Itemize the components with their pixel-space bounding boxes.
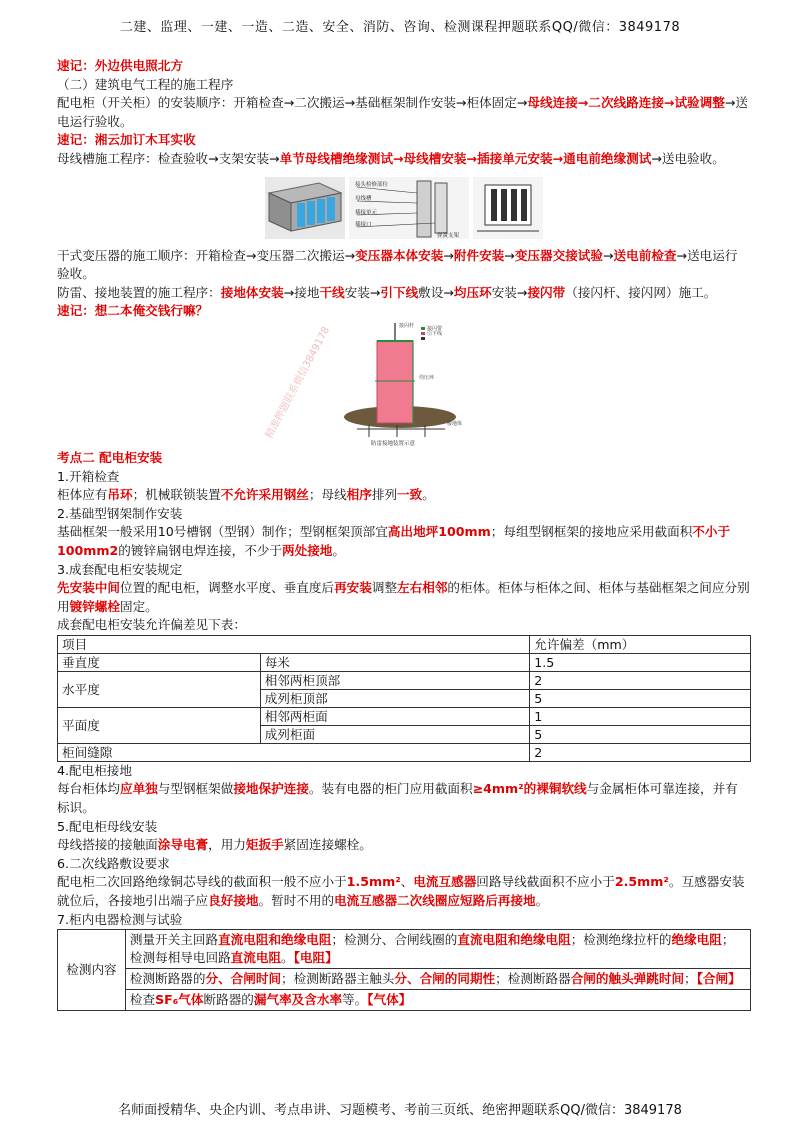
table-row bbox=[58, 930, 751, 969]
step-title: 1.开箱检查 bbox=[57, 468, 120, 484]
step-text: 配电柜二次回路绝缘铜芯导线的截面积一般不应小于1.5mm²、电流互感器回路导线截面积不应小于2.5mm²。互感器安装就位后，各接地引出端子应良好接地。暂时不用的电流互感器二次线圈应短路后再接地。 bbox=[57, 874, 745, 909]
table-row bbox=[58, 969, 751, 990]
busway-photo bbox=[265, 177, 345, 239]
fig1-label: 接头检修部位 bbox=[355, 181, 389, 188]
table-cell: 检查SF₆气体断路器的漏气率及含水率等。【气体】 bbox=[125, 990, 750, 1011]
step-text: 柜体应有吊环；机械联锁装置不允许采用钢丝；母线相序排列一致。 bbox=[57, 487, 435, 503]
fig2-label: 接地体 bbox=[447, 420, 463, 427]
table-row bbox=[58, 635, 751, 653]
step-title: 6.二次线路敷设要求 bbox=[57, 855, 170, 871]
table-cell: 相邻两柜面 bbox=[260, 707, 530, 725]
fig1-label: 插接口 bbox=[355, 221, 372, 228]
table-cell: 相邻两柜顶部 bbox=[260, 671, 530, 689]
table-intro: 成套配电柜安装允许偏差见下表： bbox=[57, 617, 246, 633]
table-cell: 水平度 bbox=[58, 671, 261, 707]
busway-procedure: 母线槽施工程序：检查验收→支架安装→单节母线槽绝缘测试→母线槽安装→插接单元安装→通电前绝缘测试→送电验收。 bbox=[57, 150, 725, 166]
table-cell: 1.5 bbox=[530, 653, 751, 671]
step-title: 3.成套配电柜安装规定 bbox=[57, 561, 183, 577]
step-title: 2.基础型钢架制作安装 bbox=[57, 505, 183, 521]
watermark: 精准押题联系微信3849178 bbox=[263, 325, 333, 441]
step-title: 7.柜内电器检测与试验 bbox=[57, 911, 183, 927]
subsection-title: （二）建筑电气工程的施工程序 bbox=[57, 76, 234, 92]
table-cell: 每米 bbox=[260, 653, 530, 671]
lightning-procedure: 防雷、接地装置的施工程序：接地体安装→接地干线安装→引下线敷设→均压环安装→接闪带（接闪杆、接闪网）施工。 bbox=[57, 284, 717, 300]
fig2-label: 引下线 bbox=[427, 330, 443, 337]
fig1-label: 弹簧支架 bbox=[437, 232, 460, 239]
table-row bbox=[58, 671, 751, 689]
document-body bbox=[57, 57, 750, 1011]
table-cell: 成列柜顶部 bbox=[260, 689, 530, 707]
table-cell: 检测断路器的分、合闸时间；检测断路器主触头分、合闸的同期性；检测断路器合闸的触头弹跳时间；【合闸】 bbox=[125, 969, 750, 990]
table-cell: 垂直度 bbox=[58, 653, 261, 671]
memo-line: 速记：外边供电照北方 bbox=[57, 58, 183, 73]
busway-diagram bbox=[349, 177, 469, 239]
table-cell: 成列柜面 bbox=[260, 725, 530, 743]
table-cell: 2 bbox=[530, 743, 751, 761]
fig2-label: 接闪杆 bbox=[399, 322, 415, 329]
table-cell: 1 bbox=[530, 707, 751, 725]
page-header: 二建、监理、一建、一造、二造、安全、消防、咨询、检测课程押题联系QQ/微信：3849178 bbox=[119, 20, 681, 35]
step-text: 每台柜体均应单独与型钢框架做接地保护连接。装有电器的柜门应用截面积≥4mm²的裸铜软线与金属柜体可靠连接，并有标识。 bbox=[57, 781, 738, 816]
step-text: 先安装中间位置的配电柜，调整水平度、垂直度后再安装调整左右相邻的柜体。柜体与柜体之间、柜体与基础框架之间应分别用镀锌螺栓固定。 bbox=[57, 580, 750, 614]
tests-label: 检测内容 bbox=[58, 930, 126, 1011]
lightning-figure bbox=[57, 321, 750, 449]
tolerance-table bbox=[57, 635, 751, 762]
step-text: 基础框架一般采用10号槽钢（型钢）制作；型钢框架顶部宜高出地坪100mm；每组型钢框架的接地应采用截面积不小于100mm2的镀锌扁钢电焊连接，不少于两处接地。 bbox=[57, 524, 731, 558]
table-cell: 测量开关主回路直流电阻和绝缘电阻；检测分、合闸线圈的直流电阻和绝缘电阻；检测绝缘拉杆的绝缘电阻；检测每相导电回路直流电阻。【电阻】 bbox=[125, 930, 750, 969]
lightning-illustration bbox=[57, 321, 750, 449]
table-cell: 5 bbox=[530, 689, 751, 707]
step-title: 4.配电柜接地 bbox=[57, 762, 132, 778]
table-cell: 柜间缝隙 bbox=[58, 743, 530, 761]
table-row bbox=[58, 990, 751, 1011]
fig2-label: 接闪带 bbox=[427, 325, 443, 332]
busway-figure bbox=[57, 173, 750, 243]
busway-section bbox=[473, 177, 543, 239]
fig2-caption: 防雷接地装置示意 bbox=[371, 440, 416, 447]
table-header: 项目 bbox=[58, 635, 530, 653]
tests-table bbox=[57, 929, 751, 1011]
busway-illustration bbox=[57, 173, 750, 243]
fig2-label: 均压环 bbox=[419, 374, 435, 381]
memo-line: 速记：湘云加订木耳实收 bbox=[57, 132, 196, 148]
table-row bbox=[58, 743, 751, 761]
step-title: 5.配电柜母线安装 bbox=[57, 818, 158, 834]
cabinet-procedure: 配电柜（开关柜）的安装顺序：开箱检查→二次搬运→基础框架制作安装→柜体固定→母线连接→二次线路连接→试验调整→送电运行验收。 bbox=[57, 95, 748, 129]
table-header: 允许偏差（mm） bbox=[530, 635, 751, 653]
transformer-procedure: 干式变压器的施工顺序：开箱检查→变压器二次搬运→变压器本体安装→附件安装→变压器交接试验→送电前检查→送电运行验收。 bbox=[57, 247, 738, 282]
memo-line: 速记：想二本俺交钱行嘛？ bbox=[57, 303, 209, 319]
page-footer: 名师面授精华、央企内训、考点串讲、习题模考、考前三页纸、绝密押题联系QQ/微信：3849178 bbox=[118, 1103, 682, 1118]
table-cell: 5 bbox=[530, 725, 751, 743]
fig1-label: 母线槽 bbox=[355, 195, 372, 202]
table-row bbox=[58, 653, 751, 671]
table-row bbox=[58, 707, 751, 725]
fig1-label: 插接单元 bbox=[355, 209, 378, 216]
section-title: 考点二 配电柜安装 bbox=[57, 449, 163, 465]
table-cell: 2 bbox=[530, 671, 751, 689]
table-cell: 平面度 bbox=[58, 707, 261, 743]
step-text: 母线搭接的接触面涂导电膏，用力矩扳手紧固连接螺栓。 bbox=[57, 837, 372, 853]
